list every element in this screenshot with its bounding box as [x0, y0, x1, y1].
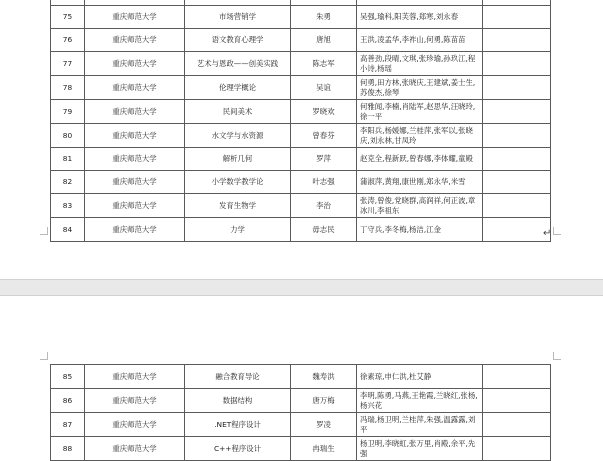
- cell-school: 重庆师范大学: [85, 413, 185, 437]
- margin-corner-mark: [553, 227, 561, 235]
- cell-teacher: 李治: [291, 194, 357, 218]
- margin-corner-mark: [553, 352, 561, 360]
- table-row: [51, 413, 551, 437]
- cell-members: 张涛,曾俊,党晓群,高润祥,何正波,章冰川,李祖东: [357, 194, 483, 218]
- cell-course: 市场营销学: [185, 6, 291, 29]
- cell-school: 重庆师范大学: [85, 365, 185, 389]
- cell-no: 81: [51, 148, 85, 171]
- cell-members: 赵克全,程新跃,曾春娜,李体耀,童殿: [357, 148, 483, 171]
- table-row: [51, 194, 551, 218]
- cell-course: 语文教育心理学: [185, 29, 291, 52]
- cell-no: 78: [51, 76, 85, 100]
- cell-no: 82: [51, 171, 85, 194]
- cell-teacher: 罗凌: [291, 413, 357, 437]
- cell-members: 何雅闻,李楠,肖陆军,赵思华,汪晓玲,徐一平: [357, 100, 483, 124]
- cell-course: 水文学与水资源: [185, 124, 291, 148]
- cell-no: 84: [51, 218, 85, 242]
- cell-no: 85: [51, 365, 85, 389]
- cell-teacher: 叶志强: [291, 171, 357, 194]
- cell-course: C++程序设计: [185, 437, 291, 461]
- cell-school: 重庆师范大学: [85, 194, 185, 218]
- table-row: [51, 124, 551, 148]
- cell-members: 何勇,田方林,张晓庆,王建斌,姜士生,苏俊杰,徐琴: [357, 76, 483, 100]
- cell-no: 76: [51, 29, 85, 52]
- cell-course: 力学: [185, 218, 291, 242]
- cell-school: 重庆师范大学: [85, 100, 185, 124]
- cell-course: 解析几何: [185, 148, 291, 171]
- page-separator: [0, 279, 603, 296]
- cell-course: 融合教育导论: [185, 365, 291, 389]
- cell-blank: [483, 148, 551, 171]
- cell-blank: [483, 171, 551, 194]
- cell-school: 重庆师范大学: [85, 437, 185, 461]
- cell-course: 小学数学教学论: [185, 171, 291, 194]
- cell-blank: [483, 100, 551, 124]
- table-row: [51, 218, 551, 242]
- cell-no: 75: [51, 6, 85, 29]
- cell-blank: [483, 52, 551, 76]
- cell-no: 88: [51, 437, 85, 461]
- table-row: [51, 171, 551, 194]
- cell-blank: [483, 29, 551, 52]
- table-row: [51, 389, 551, 413]
- cell-members: 冯瑞,杨卫明,兰桂萍,朱强,温露露,刘平: [357, 413, 483, 437]
- cell-school: 重庆师范大学: [85, 148, 185, 171]
- table-row: [51, 29, 551, 52]
- cell-members: 蒲淑萍,黄翔,康世刚,郑永华,米雪: [357, 171, 483, 194]
- table-row: [51, 100, 551, 124]
- cell-school: 重庆师范大学: [85, 389, 185, 413]
- cell-no: 87: [51, 413, 85, 437]
- cell-blank: [483, 437, 551, 461]
- cell-members: 高善劲,段晴,文琪,张珍瑜,孙玖江,程小诗,杨瑶: [357, 52, 483, 76]
- table-row: [51, 76, 551, 100]
- cell-teacher: 陈志军: [291, 52, 357, 76]
- cell-course: 数据结构: [185, 389, 291, 413]
- cell-no: 77: [51, 52, 85, 76]
- cell-teacher: 吴谊: [291, 76, 357, 100]
- cell-teacher: 罗萍: [291, 148, 357, 171]
- cell-teacher: 魏寿洪: [291, 365, 357, 389]
- cell-no: 83: [51, 194, 85, 218]
- table-row: [51, 6, 551, 29]
- cell-teacher: 毋志民: [291, 218, 357, 242]
- course-table-page-2: [50, 364, 551, 461]
- cell-school: 重庆师范大学: [85, 29, 185, 52]
- cell-members: 李明,陈勇,马燕,王艳霞,兰晓红,张杨,杨兴花: [357, 389, 483, 413]
- cell-teacher: 曾春芬: [291, 124, 357, 148]
- cell-no: 79: [51, 100, 85, 124]
- margin-corner-mark: [40, 227, 48, 235]
- cell-blank: [483, 365, 551, 389]
- cell-school: 重庆师范大学: [85, 124, 185, 148]
- cell-blank: [483, 413, 551, 437]
- cell-teacher: 朱勇: [291, 6, 357, 29]
- cell-course: 民间美术: [185, 100, 291, 124]
- cell-members: 李阳兵,杨媛娜,兰桂萍,张军以,张晓庆,刘永林,甘凤玲: [357, 124, 483, 148]
- cell-blank: [483, 194, 551, 218]
- cell-blank: [483, 76, 551, 100]
- course-table-page-1: [50, 0, 551, 242]
- cell-course: 发育生物学: [185, 194, 291, 218]
- cell-members: 吴强,瑜科,阳芙蓉,郑寒,刘永春: [357, 6, 483, 29]
- cell-school: 重庆师范大学: [85, 171, 185, 194]
- cell-course: 伦理学概论: [185, 76, 291, 100]
- cell-no: 86: [51, 389, 85, 413]
- table-row: [51, 437, 551, 461]
- cell-blank: [483, 124, 551, 148]
- table-row: [51, 148, 551, 171]
- paragraph-mark-icon: ↵: [543, 228, 552, 239]
- table-row: [51, 52, 551, 76]
- cell-members: 丁守兵,李冬梅,杨洁,江金: [357, 218, 483, 242]
- cell-course: .NET程序设计: [185, 413, 291, 437]
- table-row: [51, 365, 551, 389]
- cell-school: 重庆师范大学: [85, 218, 185, 242]
- cell-teacher: 唐万梅: [291, 389, 357, 413]
- cell-blank: [483, 218, 551, 242]
- cell-teacher: 唐旭: [291, 29, 357, 52]
- cell-members: 杨卫明,李晓虹,张万里,肖殿,余平,先强: [357, 437, 483, 461]
- cell-teacher: 冉瑞生: [291, 437, 357, 461]
- cell-school: 重庆师范大学: [85, 52, 185, 76]
- cell-course: 艺术与恩政——创美实践: [185, 52, 291, 76]
- cell-blank: [483, 389, 551, 413]
- cell-members: 徐素琼,申仁洪,杜艾静: [357, 365, 483, 389]
- cell-school: 重庆师范大学: [85, 76, 185, 100]
- margin-corner-mark: [40, 352, 48, 360]
- cell-school: 重庆师范大学: [85, 6, 185, 29]
- cell-blank: [483, 6, 551, 29]
- cell-teacher: 罗晓欢: [291, 100, 357, 124]
- cell-no: 80: [51, 124, 85, 148]
- cell-members: 王洪,凌孟华,李祚山,何勇,陈苗苗: [357, 29, 483, 52]
